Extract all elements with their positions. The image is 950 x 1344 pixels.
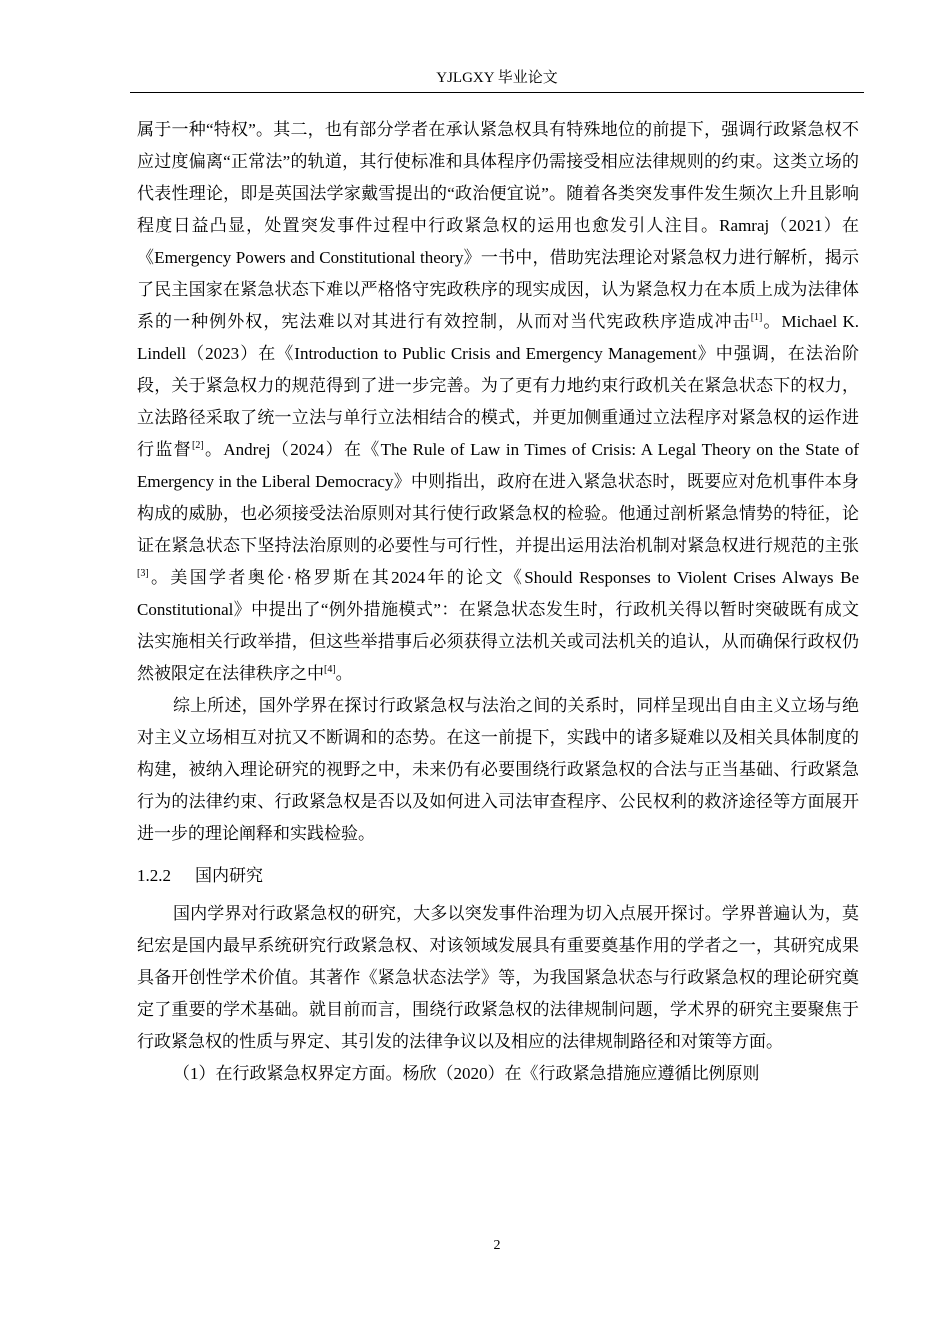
paragraph-text: 属于一种“特权”。其二，也有部分学者在承认紧急权具有特殊地位的前提下，强调行政紧急权不应过度偏离“正常法”的轨道，其行使标准和具体程序仍需接受相应法律规则的约束。这类立场的代表性理论，即是英国法学家戴雪提出的“政治便宜说”。随着各类突发事件发生频次上升且影响程度日益凸显，处置突发事件过程中行政紧急权的运用也愈发引人注目。Ramraj（2021）在《Emergency Powers and Constitutional theory》一书中，借助宪法理论对紧急权力进行解析，揭示了民主国家在紧急状态下难以严格恪守宪政秩序的现实成因，认为紧急权力在本质上成为法律体系的一种例外权，宪法难以对其进行有效控制，从而对当代宪政秩序造成冲击 — [137, 120, 859, 331]
paragraph-domestic-research: 国内学界对行政紧急权的研究，大多以突发事件治理为切入点展开探讨。学界普遍认为，莫纪宏是国内最早系统研究行政紧急权、对该领域发展具有重要奠基作用的学者之一，其研究成果具备开创性学术价值。其著作《紧急状态法学》等，为我国紧急状态与行政紧急权的理论研究奠定了重要的学术基础。就目前而言，围绕行政紧急权的法律规制问题，学术界的研究主要聚焦于行政紧急权的性质与界定、其引发的法律争议以及相应的法律规制路径和对策等方面。 — [137, 904, 859, 1051]
page-header: YJLGXY 毕业论文 — [436, 70, 558, 86]
citation-1: [1] — [750, 312, 763, 323]
section-number: 1.2.2 — [137, 866, 171, 885]
paragraph-text: 。 — [335, 664, 353, 683]
section-heading — [137, 860, 859, 892]
paragraph-text: 。Andrej（2024）在《The Rule of Law in Times of Crisis: A Legal Theory on the State of Emergency in the Liberal Democracy》中则指出，政府在进入紧急状态时，既要应对危机事件本身构成的威胁，也必须接受法治原则对其行使行政紧急权的检验。他通过剖析紧急情势的特征，论证在紧急状态下坚持法治原则的必要性与可行性，并提出运用法治机制对紧急权进行规范的主张 — [137, 440, 859, 555]
paragraph-definition: （1）在行政紧急权界定方面。杨欣（2020）在《行政紧急措施应遵循比例原则 — [173, 1064, 760, 1083]
citation-4: [4] — [324, 664, 336, 675]
header-rule — [130, 92, 864, 93]
paragraph-text: 。Michael K. Lindell（2023）在《Introduction to Public Crisis and Emergency Management》中强调，在法治阶段，关于紧急权力的规范得到了进一步完善。为了更有力地约束行政机关在紧急状态下的权力，立法路径采取了统一立法与单行立法相结合的模式，并更加侧重通过立法程序对紧急权的运作进行监督 — [137, 312, 859, 459]
paragraph-summary: 综上所述，国外学界在探讨行政紧急权与法治之间的关系时，同样呈现出自由主义立场与绝对主义立场相互对抗又不断调和的态势。在这一前提下，实践中的诸多疑难以及相关具体制度的构建，被纳入理论研究的视野之中，未来仍有必要围绕行政紧急权的合法与正当基础、行政紧急行为的法律约束、行政紧急权是否以及如何进入司法审查程序、公民权利的救济途径等方面展开进一步的理论阐释和实践检验。 — [137, 696, 859, 843]
paragraph-text: 。美国学者奥伦·格罗斯在其2024年的论文《Should Responses to Violent Crises Always Be Constitutional》中提出了“例外措施模式”：在紧急状态发生时，行政机关得以暂时突破既有成文法实施相关行政举措，但这些举措事后必须获得立法机关或司法机关的追认，从而确保行政权仍然被限定在法律秩序之中 — [137, 568, 859, 683]
citation-2: [2] — [192, 440, 204, 451]
page-number: 2 — [493, 1238, 501, 1253]
page-body — [137, 114, 859, 1090]
section-title: 国内研究 — [195, 866, 263, 886]
paragraph-foreign-research — [137, 114, 859, 690]
citation-3: [3] — [137, 568, 149, 579]
